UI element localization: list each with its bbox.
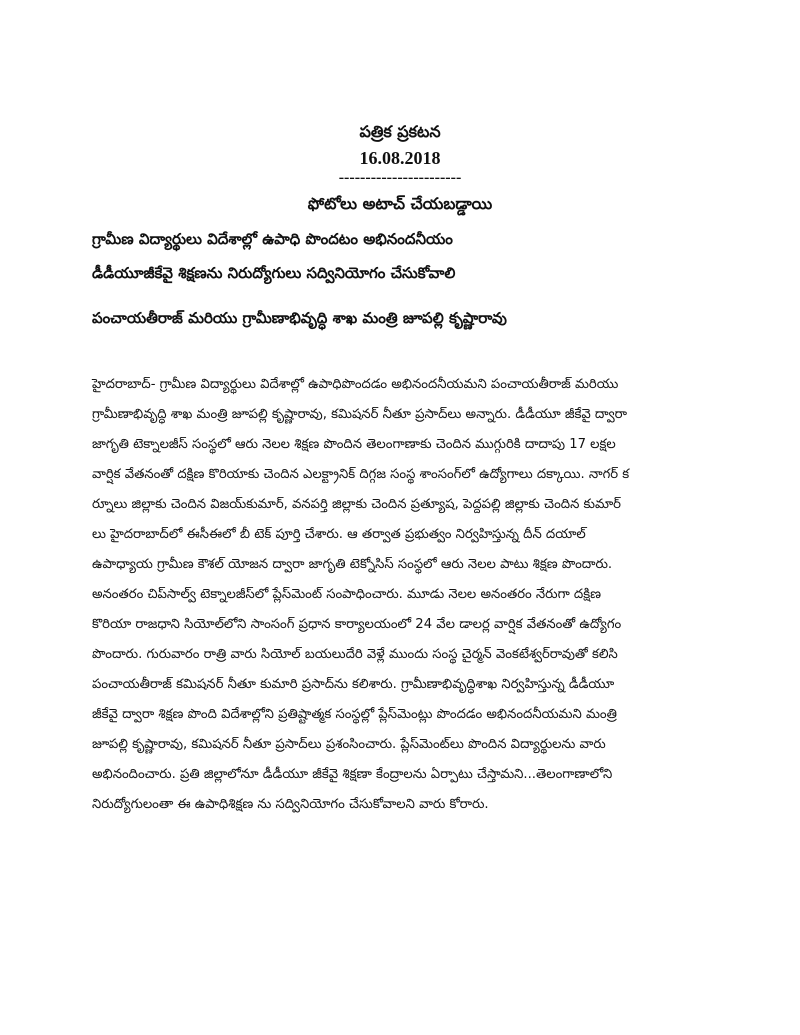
body-paragraph [92, 370, 732, 820]
body-line: లు హైదరాబాద్‌లో ఈసీఈలో బీ టెక్ పూర్తి చేశారు. ఆ తర్వాత ప్రభుత్వం నిర్వహిస్తున్న దీన్ దయాల్ [92, 527, 586, 542]
press-release-header [0, 118, 800, 217]
headlines [92, 222, 772, 290]
body-line: ర్నూలు జిల్లాకు చెందిన విజయ్‌కుమార్, వనపర్తి జిల్లాకు చెందిన ప్రత్యూష, పెద్దపల్లి జిల్లాకు చెందిన కుమార్ [92, 497, 621, 512]
body-line: హైదరాబాద్- గ్రామీణ విద్యార్థులు విదేశాల్లో ఉపాధిపొందడం అభినందనీయమని పంచాయతీరాజ్ మరియు [92, 377, 619, 392]
minister-byline: పంచాయతీరాజ్ మరియు గ్రామీణాభివృద్ధి శాఖ మంత్రి జూపల్లి కృష్ణారావు [92, 309, 507, 327]
body-line: జూపల్లి కృష్ణారావు, కమిషనర్ నీతూ ప్రసాద్‌లు ప్రశంసించారు. ప్లేస్‌మెంట్‌లు పొందిన విద్యార్థులను వారు [92, 737, 606, 752]
body-line: కొరియా రాజధాని సియోల్‌లోని సాంసంగ్ ప్రధాన కార్యాలయంలో 24 వేల డాలర్ల వార్షిక వేతనంతో ఉద్యోగం [92, 617, 622, 632]
document-title: పత్రిక ప్రకటన [359, 122, 441, 141]
headline-2: డీడీయూజీకేవై శిక్షణను నిరుద్యోగులు సద్వినియోగం చేసుకోవాలి [92, 264, 456, 282]
body-line: జీకేవై ద్వారా శిక్షణ పొంది విదేశాల్లోని ప్రతిష్టాత్మక సంస్థల్లో ప్లేస్‌మెంట్లు పొందడం అభినందనీయమని మంత్రి [92, 707, 617, 722]
body-line: జాగృతి టెక్నాలజీస్ సంస్థలో ఆరు నెలల శిక్షణ పొందిన తెలంగాణాకు చెందిన ముగ్గురికి దాదాపు 17 లక్షల [92, 437, 616, 452]
header-separator: ----------------------- [338, 169, 462, 186]
body-line: వార్షిక వేతనంతో దక్షిణ కొరియాకు చెందిన ఎలక్ట్రానిక్ దిగ్గజ సంస్థ శాంసంగ్‌లో ఉద్యోగాలు దక్కాయి. నాగర్ క [92, 467, 630, 482]
headline-1: గ్రామీణ విద్యార్థులు విదేశాల్లో ఉపాధి పొందటం అభినందనీయం [92, 230, 453, 248]
body-line: అభినందించారు. ప్రతి జిల్లాలోనూ డీడీయూ జీకేవై శిక్షణా కేంద్రాలను ఏర్పాటు చేస్తామని...తెలంగాణాలోని [92, 767, 613, 782]
body-line: పొందారు. గురువారం రాత్రి వారు సియోల్ బయలుదేరి వెళ్లే ముందు సంస్థ చైర్మన్ వెంకటేశ్వర్‌రావుతో కలిసి [92, 647, 618, 662]
body-line: అనంతరం చిప్‌సాల్వ్ టెక్నాలజీస్‌లో ప్లేస్‌మెంట్ సంపాధించారు. మూడు నెలల అనంతరం నేరుగా దక్షిణ [92, 587, 601, 602]
release-date: 16.08.2018 [359, 148, 441, 168]
body-line: నిరుద్యోగులంతా ఈ ఉపాధిశిక్షణ ను సద్వినియోగం చేసుకోవాలని వారు కోరారు. [92, 797, 489, 812]
attachment-note: ఫోటోలు అటాచ్ చేయబడ్డాయి [307, 194, 493, 213]
body-line: గ్రామీణాభివృద్ధి శాఖ మంత్రి జూపల్లి కృష్ణారావు, కమిషనర్ నీతూ ప్రసాద్‌లు అన్నారు. డీడీయూ జీకేవై ద్వారా [92, 407, 628, 422]
body-line: పంచాయతీరాజ్ కమిషనర్ నీతూ కుమారి ప్రసాద్‌ను కలిశారు. గ్రామీణాభివృద్ధిశాఖ నిర్వహిస్తున్న డీడీయూ [92, 677, 615, 692]
body-line: ఉపాధ్యాయ గ్రామీణ కౌశల్ యోజన ద్వారా జాగృతి టెక్నోసిస్ సంస్థలో ఆరు నెలల పాటు శిక్షణ పొందారు. [92, 557, 613, 572]
